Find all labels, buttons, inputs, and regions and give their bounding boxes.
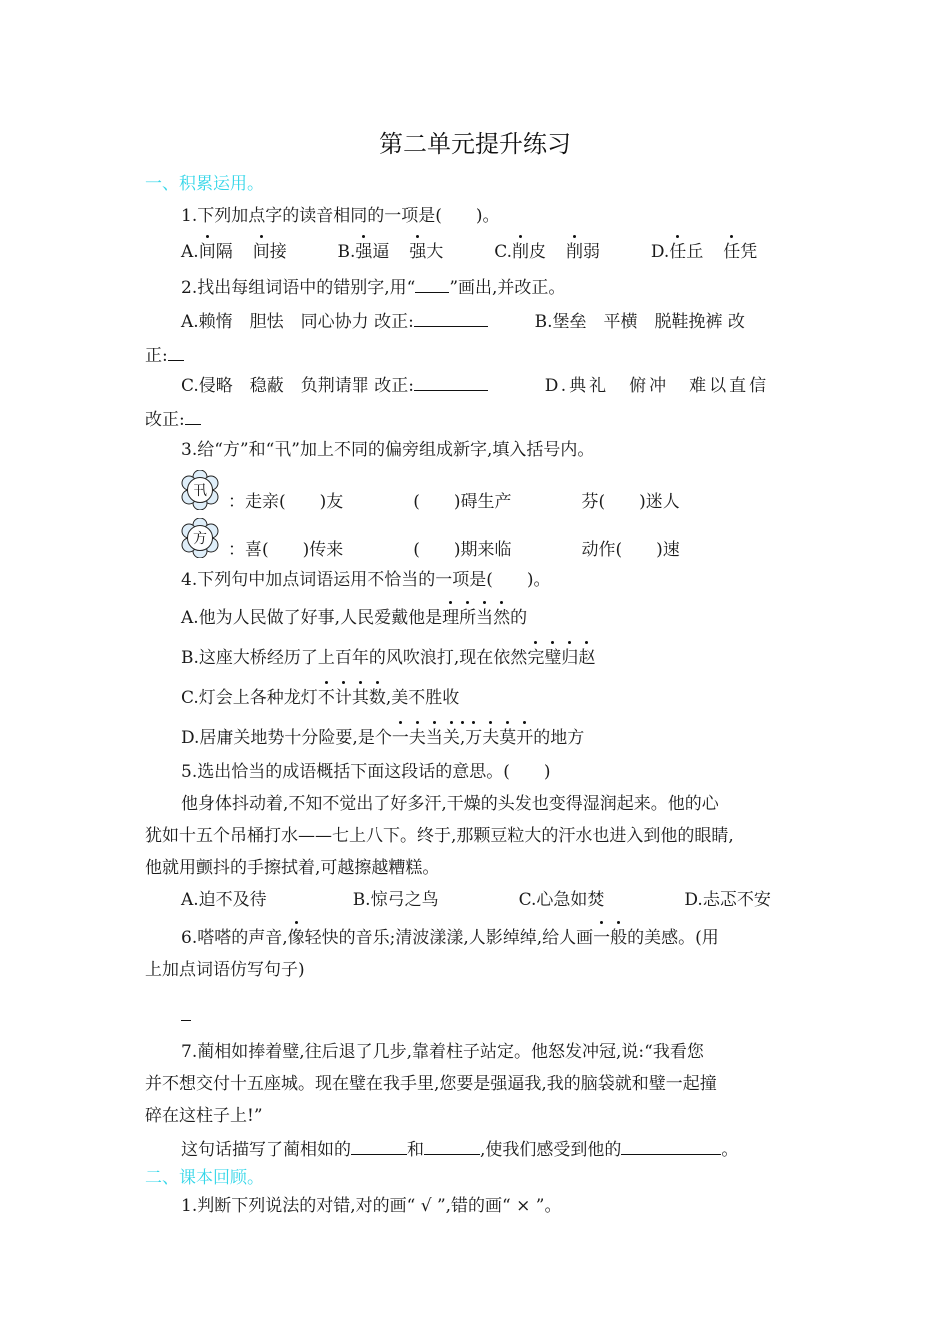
emphasis-dot-char: 强	[409, 242, 427, 262]
q1-options	[181, 240, 846, 264]
q2-option-d: D.典礼 俯冲 难以直信	[544, 376, 770, 396]
dotted-phrase	[593, 928, 627, 948]
q1-option-a[interactable]: A.间隔 间接	[181, 242, 287, 262]
q7-line-2: 并不想交付十五座城。现在璧在我手里,您要是强逼我,我的脑袋就和璧一起撞	[145, 1074, 717, 1094]
emphasis-dot-char: 开	[516, 728, 534, 748]
q6-stem-line-1: 6.嗒嗒的声音,像轻快的音乐;清波漾漾,人影绰绰,给人画一般的美感。(用	[181, 928, 719, 948]
emphasis-dot-char: 间	[198, 242, 216, 262]
q3-item[interactable]: ( )期来临	[413, 540, 512, 560]
page-title: 第二单元提升练习	[379, 130, 571, 158]
q2-option-c: C.侵略 稳蔽 负荆请罪 改正:	[181, 376, 414, 396]
q1-stem: 1.下列加点字的读音相同的一项是( )。	[181, 206, 500, 226]
q3-row-2	[228, 538, 893, 562]
emphasis-dot-char: 夫	[408, 728, 426, 748]
emphasis-dot-char: 削	[566, 242, 584, 262]
emphasis-dot-char: 关	[442, 728, 460, 748]
emphasis-dot-char: 夫	[482, 728, 500, 748]
q2-answer-c-blank[interactable]	[414, 372, 488, 391]
q2-row-ab	[181, 308, 846, 334]
q2-answer-b-blank[interactable]	[168, 342, 184, 361]
q4-option-a[interactable]: A.他为人民做了好事,人民爱戴他是理所当然的	[181, 608, 528, 628]
q2-answer-a-blank[interactable]	[414, 308, 488, 327]
q6-stem-line-2: 上加点词语仿写句子)	[145, 960, 305, 980]
emphasis-dot-char: 一	[593, 928, 611, 948]
q2-row-cd	[181, 372, 846, 398]
emphasis-dot-char: 归	[561, 648, 579, 668]
q3-item[interactable]: 动作( )速	[581, 540, 680, 560]
q7-fill-line: 这句话描写了蔺相如的 和 ,使我们感受到他的 。	[181, 1136, 846, 1162]
q7-line-1: 7.蔺相如捧着璧,往后退了几步,靠着柱子站定。他怒发冲冠,说:“我看您	[181, 1042, 704, 1062]
emphasis-dot-char: 间	[252, 242, 270, 262]
dotted-phrase	[288, 928, 305, 948]
emphasis-dot-char: 其	[351, 688, 369, 708]
q5-passage-line-3: 他就用颤抖的手擦拭着,可越擦越糟糕。	[145, 858, 440, 878]
flower-badge-icon	[180, 470, 220, 510]
q1-option-c[interactable]: C.削皮 削弱	[494, 242, 601, 262]
q1-option-d[interactable]: D.任丘 任凭	[650, 242, 758, 262]
q2-stem: 2.找出每组词语中的错别字,用“ ”画出,并改正。	[181, 274, 846, 300]
q3-item[interactable]: ：走亲( )友	[228, 492, 344, 512]
dotted-phrase	[318, 688, 386, 708]
emphasis-dot-char: 削	[512, 242, 530, 262]
q7-blank-2[interactable]	[424, 1136, 480, 1155]
q5-passage-line-1: 他身体抖动着,不知不觉出了好多汗,干燥的头发也变得湿润起来。他的心	[181, 794, 719, 814]
q5-option-d[interactable]: D.忐忑不安	[684, 890, 771, 910]
emphasis-dot-char: 不	[317, 688, 335, 708]
q5-options	[181, 888, 846, 912]
emphasis-dot-char: 任	[723, 242, 741, 262]
emphasis-dot-char: 般	[610, 928, 628, 948]
emphasis-dot-char: 完	[527, 648, 545, 668]
q5-option-b[interactable]: B.惊弓之鸟	[352, 890, 439, 910]
q2-answer-d-blank[interactable]	[185, 406, 201, 425]
q7-blank-1[interactable]	[351, 1136, 407, 1155]
q2-option-b: B.堡垒 平横 脱鞋挽裤 改	[534, 312, 745, 332]
q4-option-c[interactable]: C.灯会上各种龙灯不计其数,美不胜收	[181, 688, 460, 708]
q2-row-b-cont: 正:	[145, 342, 810, 368]
dotted-phrase	[527, 648, 595, 668]
emphasis-dot-char: 所	[459, 608, 477, 628]
q3-item[interactable]: ：喜( )传来	[228, 540, 344, 560]
emphasis-dot-char: 数	[368, 688, 386, 708]
q3-row-1	[228, 490, 893, 514]
emphasis-dot-char: 璧	[544, 648, 562, 668]
q5-option-a[interactable]: A.迫不及待	[181, 890, 267, 910]
emphasis-dot-char: 赵	[578, 648, 596, 668]
emphasis-dot-char: 像	[287, 928, 305, 948]
q5-passage-line-2: 犹如十五个吊桶打水——七上八下。终于,那颗豆粒大的汗水也进入到他的眼睛,	[145, 826, 734, 846]
emphasis-dot-char: 莫	[499, 728, 517, 748]
q7-blank-3[interactable]	[621, 1136, 721, 1155]
section-heading-1: 一、积累运用。	[145, 174, 264, 194]
s2-q1-stem: 1.判断下列说法的对错,对的画“ √ ”,错的画“ × ”。	[181, 1196, 562, 1216]
q5-stem: 5.选出恰当的成语概括下面这段话的意思。( )	[181, 762, 551, 782]
emphasis-dot-char: 然	[493, 608, 511, 628]
q4-option-d[interactable]: D.居庸关地势十分险要,是个一夫当关,万夫莫开的地方	[181, 728, 585, 748]
q6-answer-line[interactable]	[181, 1002, 846, 1028]
dotted-phrase	[442, 608, 510, 628]
q3-stem: 3.给“方”和“卂”加上不同的偏旁组成新字,填入括号内。	[181, 440, 595, 460]
emphasis-dot-char: 当	[476, 608, 494, 628]
q2-row-d-cont: 改正:	[145, 406, 810, 432]
svg-text:方: 方	[193, 531, 207, 547]
emphasis-dot-char: ,	[459, 728, 466, 748]
section-heading-2: 二、课本回顾。	[145, 1168, 264, 1188]
q1-option-b[interactable]: B.强逼 强大	[337, 242, 444, 262]
q5-option-c[interactable]: C.心急如焚	[518, 890, 605, 910]
underline-sample	[415, 274, 449, 293]
q7-line-3: 碎在这柱子上!”	[145, 1106, 263, 1126]
q4-stem: 4.下列句中加点词语运用不恰当的一项是( )。	[181, 570, 551, 590]
emphasis-dot-char: 理	[442, 608, 460, 628]
emphasis-dot-char: 万	[465, 728, 483, 748]
emphasis-dot-char: 计	[334, 688, 352, 708]
q3-item[interactable]: ( )碍生产	[413, 492, 512, 512]
q6-answer-blank[interactable]	[181, 1002, 191, 1021]
emphasis-dot-char: 强	[355, 242, 373, 262]
emphasis-dot-char: 一	[391, 728, 409, 748]
emphasis-dot-char: 当	[425, 728, 443, 748]
svg-text:卂: 卂	[193, 483, 207, 499]
q4-option-b[interactable]: B.这座大桥经历了上百年的风吹浪打,现在依然完璧归赵	[181, 648, 596, 668]
dotted-phrase	[392, 728, 533, 748]
q3-item[interactable]: 芬( )迷人	[581, 492, 680, 512]
q2-option-a: A.赖惰 胆怯 同心协力 改正:	[181, 312, 414, 332]
emphasis-dot-char: 任	[669, 242, 687, 262]
flower-badge-icon	[180, 518, 220, 558]
